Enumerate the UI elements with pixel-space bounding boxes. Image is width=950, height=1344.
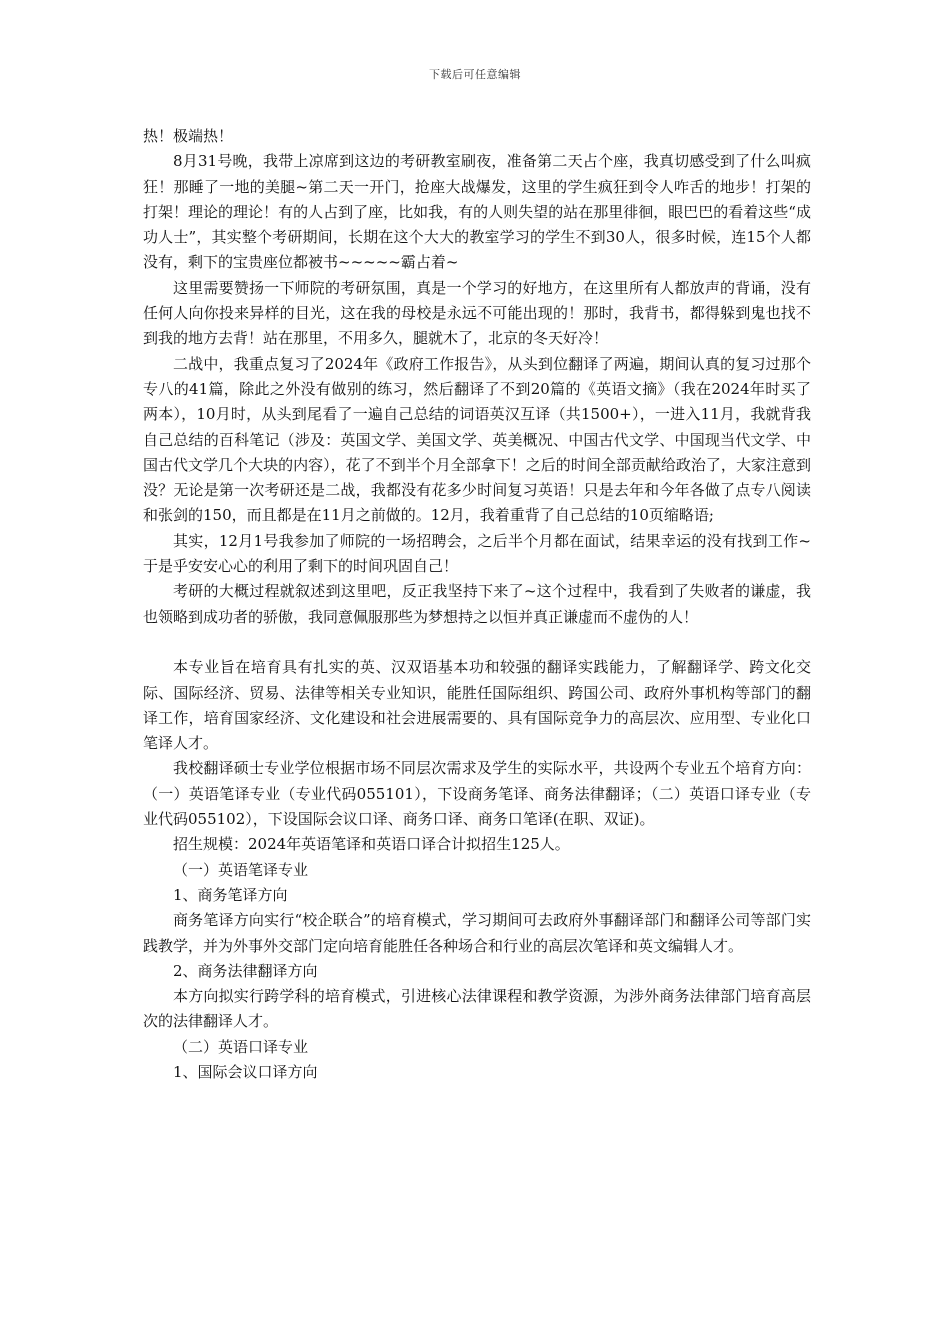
blank-line bbox=[143, 630, 811, 655]
paragraph: 商务笔译方向实行“校企联合”的培育模式，学习期间可去政府外事翻译部门和翻译公司等部门实践教学，并为外事外交部门定向培育能胜任各种场合和行业的高层次笔译和英文编辑人才。 bbox=[143, 911, 811, 955]
paragraph: 招生规模：2024年英语笔译和英语口译合计拟招生125人。 bbox=[173, 835, 570, 854]
paragraph: 我校翻译硕士专业学位根据市场不同层次需求及学生的实际水平，共设两个专业五个培育方向：（一）英语笔译专业（专业代码055101），下设商务笔译、商务法律翻译；（二）英语口译专业（专业代码055102），下设国际会议口译、商务口译、商务口笔译(在职、双证)。 bbox=[143, 759, 811, 829]
paragraph: 本方向拟实行跨学科的培育模式，引进核心法律课程和教学资源，为涉外商务法律部门培育高层次的法律翻译人才。 bbox=[143, 987, 811, 1031]
paragraph: 本专业旨在培育具有扎实的英、汉双语基本功和较强的翻译实践能力，了解翻译学、跨文化交际、国际经济、贸易、法律等相关专业知识，能胜任国际组织、跨国公司、政府外事机构等部门的翻译工作，培育国家经济、文化建设和社会进展需要的、具有国际竞争力的高层次、应用型、专业化口笔译人才。 bbox=[143, 658, 811, 753]
subsection-heading: 2、商务法律翻译方向 bbox=[173, 961, 318, 980]
section-heading: （一）英语笔译专业 bbox=[173, 860, 309, 879]
paragraph: 这里需要赞扬一下师院的考研氛围，真是一个学习的好地方，在这里所有人都放声的背诵，没有任何人向你投来异样的目光，这在我的母校是永远不可能出现的！那时，我背书，都得躲到鬼也找不到我的地方去背！站在那里，不用多久，腿就木了，北京的冬天好冷！ bbox=[143, 278, 811, 348]
document-body bbox=[143, 124, 811, 1085]
page-header: 下载后可任意编辑 bbox=[429, 68, 521, 81]
paragraph: 二战中，我重点复习了2024年《政府工作报告》，从头到位翻译了两遍，期间认真的复习过那个专八的41篇，除此之外没有做别的练习，然后翻译了不到20篇的《英语文摘》（我在2024年时买了两本），10月时，从头到尾看了一遍自己总结的词语英汉互译（共1500+），一进入11月，我就背我自己总结的百科笔记（涉及：英国文学、美国文学、英美概况、中国古代文学、中国现当代文学、中国古代文学几个大块的内容），花了不到半个月全部拿下！之后的时间全部贡献给政治了，大家注意到没？无论是第一次考研还是二战，我都没有花多少时间复习英语！只是去年和今年各做了点专八阅读和张剑的150，而且都是在11月之前做的。12月，我着重背了自己总结的10页缩略语; bbox=[143, 354, 811, 525]
subsection-heading: 1、商务笔译方向 bbox=[173, 885, 288, 904]
section-heading: （二）英语口译专业 bbox=[173, 1037, 309, 1056]
paragraph: 8月31号晚，我带上凉席到这边的考研教室刷夜，准备第二天占个座，我真切感受到了什么叫疯狂！那睡了一地的美腿~第二天一开门，抢座大战爆发，这里的学生疯狂到令人咋舌的地步！打架的打架！理论的理论！有的人占到了座，比如我，有的人则失望的站在那里徘徊，眼巴巴的看着这些“成功人士”，其实整个考研期间，长期在这个大大的教室学习的学生不到30人，很多时候，连15个人都没有，剩下的宝贵座位都被书~~~~~霸占着~ bbox=[143, 152, 811, 272]
subsection-heading: 1、国际会议口译方向 bbox=[173, 1062, 318, 1081]
paragraph: 其实，12月1号我参加了师院的一场招聘会，之后半个月都在面试，结果幸运的没有找到工作~于是乎安安心心的利用了剩下的时间巩固自己！ bbox=[143, 531, 811, 576]
paragraph: 热！极端热！ bbox=[143, 127, 234, 145]
paragraph: 考研的大概过程就叙述到这里吧，反正我坚持下来了~这个过程中，我看到了失败者的谦虚，我也领略到成功者的骄傲，我同意佩服那些为梦想持之以恒并真正谦虚而不虚伪的人！ bbox=[143, 582, 811, 626]
